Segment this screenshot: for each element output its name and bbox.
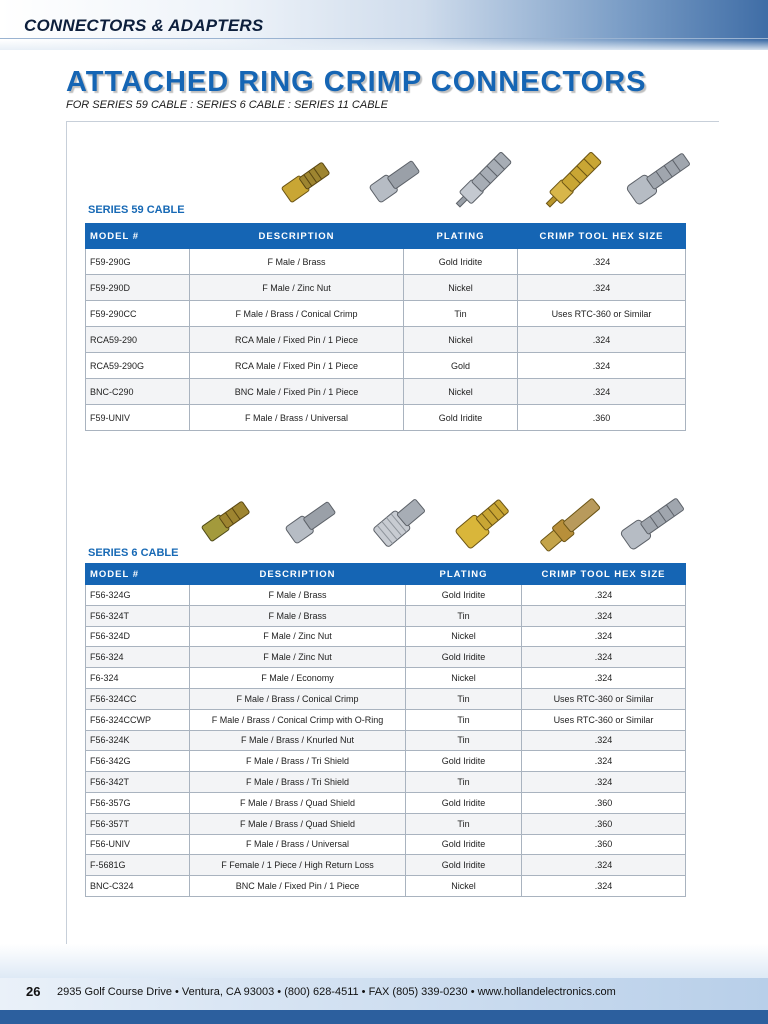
page-title: ATTACHED RING CRIMP CONNECTORS xyxy=(66,66,647,98)
hex-size-cell: Uses RTC-360 or Similar xyxy=(522,709,686,730)
hex-size-cell: .360 xyxy=(522,834,686,855)
table-row xyxy=(86,772,686,793)
description-cell: F Male / Brass / Quad Shield xyxy=(190,813,406,834)
model-cell: F59-290CC xyxy=(86,301,190,327)
description-cell: F Male / Zinc Nut xyxy=(190,275,404,301)
connector-gold-f-image xyxy=(452,490,516,554)
model-cell: F56-324T xyxy=(86,605,190,626)
description-cell: F Male / Brass / Conical Crimp xyxy=(190,301,404,327)
description-cell: F Male / Brass xyxy=(190,605,406,626)
hex-size-cell: .324 xyxy=(522,626,686,647)
hex-size-cell: .324 xyxy=(522,668,686,689)
column-header-hex-size: CRIMP TOOL HEX SIZE xyxy=(518,224,686,249)
description-cell: F Male / Brass / Knurled Nut xyxy=(190,730,406,751)
table-row xyxy=(86,855,686,876)
table-row xyxy=(86,751,686,772)
connector-gold-f-image xyxy=(276,150,338,212)
description-cell: F Female / 1 Piece / High Return Loss xyxy=(190,855,406,876)
model-cell: RCA59-290 xyxy=(86,327,190,353)
description-cell: BNC Male / Fixed Pin / 1 Piece xyxy=(190,379,404,405)
description-cell: F Male / Brass / Universal xyxy=(190,834,406,855)
hex-size-cell: .360 xyxy=(522,792,686,813)
plating-cell: Tin xyxy=(406,688,522,709)
model-cell: F56-UNIV xyxy=(86,834,190,855)
plating-cell: Gold Iridite xyxy=(404,249,518,275)
model-cell: F56-324 xyxy=(86,647,190,668)
table-row xyxy=(86,647,686,668)
model-cell: F56-357G xyxy=(86,792,190,813)
model-cell: F59-290D xyxy=(86,275,190,301)
table-row xyxy=(86,876,686,897)
model-cell: F56-324K xyxy=(86,730,190,751)
column-header-model: MODEL # xyxy=(86,564,190,585)
plating-cell: Nickel xyxy=(404,327,518,353)
connector-tin-f-image xyxy=(282,492,342,550)
model-cell: F6-324 xyxy=(86,668,190,689)
table-header-row xyxy=(86,564,686,585)
table-row xyxy=(86,792,686,813)
footer-bottom-bar xyxy=(0,1010,768,1024)
model-cell: F56-324D xyxy=(86,626,190,647)
plating-cell: Nickel xyxy=(406,668,522,689)
model-cell: F56-324CC xyxy=(86,688,190,709)
plating-cell: Tin xyxy=(406,813,522,834)
hex-size-cell: .324 xyxy=(518,379,686,405)
description-cell: RCA Male / Fixed Pin / 1 Piece xyxy=(190,327,404,353)
page-subtitle: FOR SERIES 59 CABLE : SERIES 6 CABLE : SERIES 11 CABLE xyxy=(66,99,388,111)
connector-rca-gold-image xyxy=(536,142,612,218)
description-cell: F Male / Brass / Conical Crimp with O-Ring xyxy=(190,709,406,730)
description-cell: F Male / Zinc Nut xyxy=(190,647,406,668)
plating-cell: Gold xyxy=(404,353,518,379)
hex-size-cell: .324 xyxy=(518,249,686,275)
column-header-plating: PLATING xyxy=(406,564,522,585)
plating-cell: Gold Iridite xyxy=(406,855,522,876)
series59-table-body xyxy=(86,249,686,431)
plating-cell: Gold Iridite xyxy=(406,792,522,813)
plating-cell: Tin xyxy=(406,772,522,793)
model-cell: F56-342T xyxy=(86,772,190,793)
plating-cell: Nickel xyxy=(406,626,522,647)
hex-size-cell: .324 xyxy=(518,327,686,353)
model-cell: F59-UNIV xyxy=(86,405,190,431)
series6-heading: SERIES 6 CABLE xyxy=(88,547,179,559)
table-row xyxy=(86,275,686,301)
table-row xyxy=(86,834,686,855)
plating-cell: Gold Iridite xyxy=(406,834,522,855)
hex-size-cell: .324 xyxy=(522,772,686,793)
series6-table xyxy=(85,563,686,897)
description-cell: RCA Male / Fixed Pin / 1 Piece xyxy=(190,353,404,379)
plating-cell: Tin xyxy=(404,301,518,327)
plating-cell: Gold Iridite xyxy=(404,405,518,431)
model-cell: F56-357T xyxy=(86,813,190,834)
model-cell: RCA59-290G xyxy=(86,353,190,379)
hex-size-cell: .324 xyxy=(522,855,686,876)
connector-nickel-f-image xyxy=(366,152,426,208)
hex-size-cell: .360 xyxy=(518,405,686,431)
column-header-description: DESCRIPTION xyxy=(190,224,404,249)
table-row xyxy=(86,668,686,689)
series59-table xyxy=(85,223,686,431)
description-cell: F Male / Brass / Tri Shield xyxy=(190,772,406,793)
plating-cell: Nickel xyxy=(404,379,518,405)
table-row xyxy=(86,585,686,606)
section-header: CONNECTORS & ADAPTERS xyxy=(24,16,264,35)
description-cell: F Male / Zinc Nut xyxy=(190,626,406,647)
hex-size-cell: .324 xyxy=(518,353,686,379)
description-cell: F Male / Economy xyxy=(190,668,406,689)
hex-size-cell: .324 xyxy=(522,585,686,606)
hex-size-cell: .324 xyxy=(522,605,686,626)
table-header-row xyxy=(86,224,686,249)
column-header-hex-size: CRIMP TOOL HEX SIZE xyxy=(522,564,686,585)
plating-cell: Tin xyxy=(406,605,522,626)
connector-bnc-image xyxy=(616,484,692,560)
plating-cell: Gold Iridite xyxy=(406,751,522,772)
plating-cell: Tin xyxy=(406,730,522,751)
description-cell: F Male / Brass xyxy=(190,585,406,606)
description-cell: F Male / Brass / Tri Shield xyxy=(190,751,406,772)
hex-size-cell: Uses RTC-360 or Similar xyxy=(522,688,686,709)
model-cell: F56-324G xyxy=(86,585,190,606)
table-row xyxy=(86,301,686,327)
hex-size-cell: Uses RTC-360 or Similar xyxy=(518,301,686,327)
model-cell: BNC-C290 xyxy=(86,379,190,405)
plating-cell: Tin xyxy=(406,709,522,730)
table-row xyxy=(86,813,686,834)
table-row xyxy=(86,353,686,379)
table-row xyxy=(86,605,686,626)
table-row xyxy=(86,379,686,405)
description-cell: F Male / Brass xyxy=(190,249,404,275)
model-cell: F56-324CCWP xyxy=(86,709,190,730)
table-row xyxy=(86,730,686,751)
column-header-model: MODEL # xyxy=(86,224,190,249)
series6-table-body xyxy=(86,585,686,897)
plating-cell: Nickel xyxy=(404,275,518,301)
footer-contact: 2935 Golf Course Drive • Ventura, CA 93003 • (800) 628-4511 • FAX (805) 339-0230 • www.hollandelectronics.com xyxy=(57,986,616,998)
column-header-plating: PLATING xyxy=(404,224,518,249)
table-row xyxy=(86,709,686,730)
description-cell: BNC Male / Fixed Pin / 1 Piece xyxy=(190,876,406,897)
page-number: 26 xyxy=(26,984,41,999)
hex-size-cell: .324 xyxy=(522,751,686,772)
series59-heading: SERIES 59 CABLE xyxy=(88,204,185,216)
table-row xyxy=(86,249,686,275)
plating-cell: Nickel xyxy=(406,876,522,897)
description-cell: F Male / Brass / Quad Shield xyxy=(190,792,406,813)
plating-cell: Gold Iridite xyxy=(406,585,522,606)
hex-size-cell: .324 xyxy=(522,647,686,668)
connector-female-image xyxy=(534,486,610,562)
hex-size-cell: .324 xyxy=(522,876,686,897)
connector-rca-nickel-image xyxy=(446,142,522,218)
model-cell: F59-290G xyxy=(86,249,190,275)
description-cell: F Male / Brass / Universal xyxy=(190,405,404,431)
model-cell: F-5681G xyxy=(86,855,190,876)
hex-size-cell: .324 xyxy=(522,730,686,751)
connector-gold-f-image xyxy=(196,490,258,550)
description-cell: F Male / Brass / Conical Crimp xyxy=(190,688,406,709)
table-row xyxy=(86,688,686,709)
hex-size-cell: .360 xyxy=(522,813,686,834)
table-row xyxy=(86,626,686,647)
header-rule xyxy=(0,38,768,39)
model-cell: BNC-C324 xyxy=(86,876,190,897)
plating-cell: Gold Iridite xyxy=(406,647,522,668)
column-header-description: DESCRIPTION xyxy=(190,564,406,585)
hex-size-cell: .324 xyxy=(518,275,686,301)
connector-bnc-image xyxy=(622,142,698,212)
connector-knurled-nut-image xyxy=(370,490,432,552)
table-row xyxy=(86,327,686,353)
model-cell: F56-342G xyxy=(86,751,190,772)
table-row xyxy=(86,405,686,431)
